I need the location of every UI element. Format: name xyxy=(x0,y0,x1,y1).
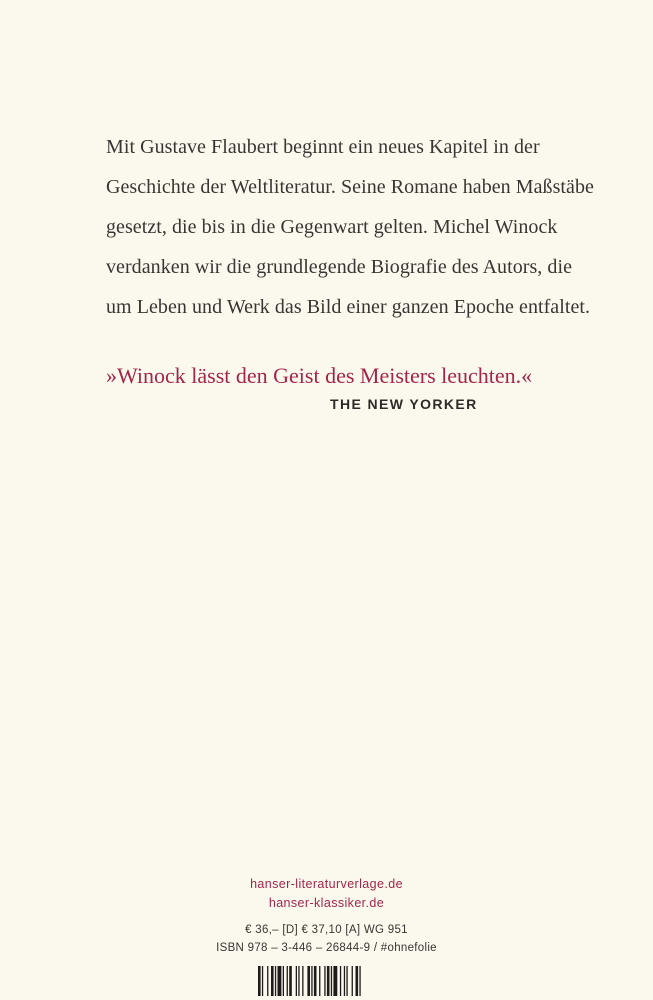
isbn-line: ISBN 978 – 3-446 – 26844-9 / #ohnefolie xyxy=(216,942,437,954)
barcode-icon xyxy=(258,966,396,996)
press-quote-source: THE NEW YORKER xyxy=(330,396,478,412)
publisher-link-primary[interactable]: hanser-literaturverlage.de xyxy=(250,877,403,891)
blurb-line: gesetzt, die bis in die Gegenwart gelten. Michel Winock xyxy=(106,216,558,238)
blurb-line: um Leben und Werk das Bild einer ganzen Epoche entfaltet. xyxy=(106,296,591,318)
price-info xyxy=(0,921,653,957)
blurb-line: Geschichte der Weltliteratur. Seine Romane haben Maßstäbe xyxy=(106,176,594,198)
publisher-link-secondary[interactable]: hanser-klassiker.de xyxy=(268,896,385,910)
blurb-text xyxy=(106,127,606,327)
publisher-links xyxy=(0,875,653,913)
price-line: € 36,– [D] € 37,10 [A] WG 951 xyxy=(245,924,408,936)
blurb-line: Mit Gustave Flaubert beginnt ein neues Kapitel in der xyxy=(106,136,540,158)
blurb-line: verdanken wir die grundlegende Biografie des Autors, die xyxy=(106,256,572,278)
press-quote: »Winock lässt den Geist des Meisters leuchten.« xyxy=(106,363,533,388)
